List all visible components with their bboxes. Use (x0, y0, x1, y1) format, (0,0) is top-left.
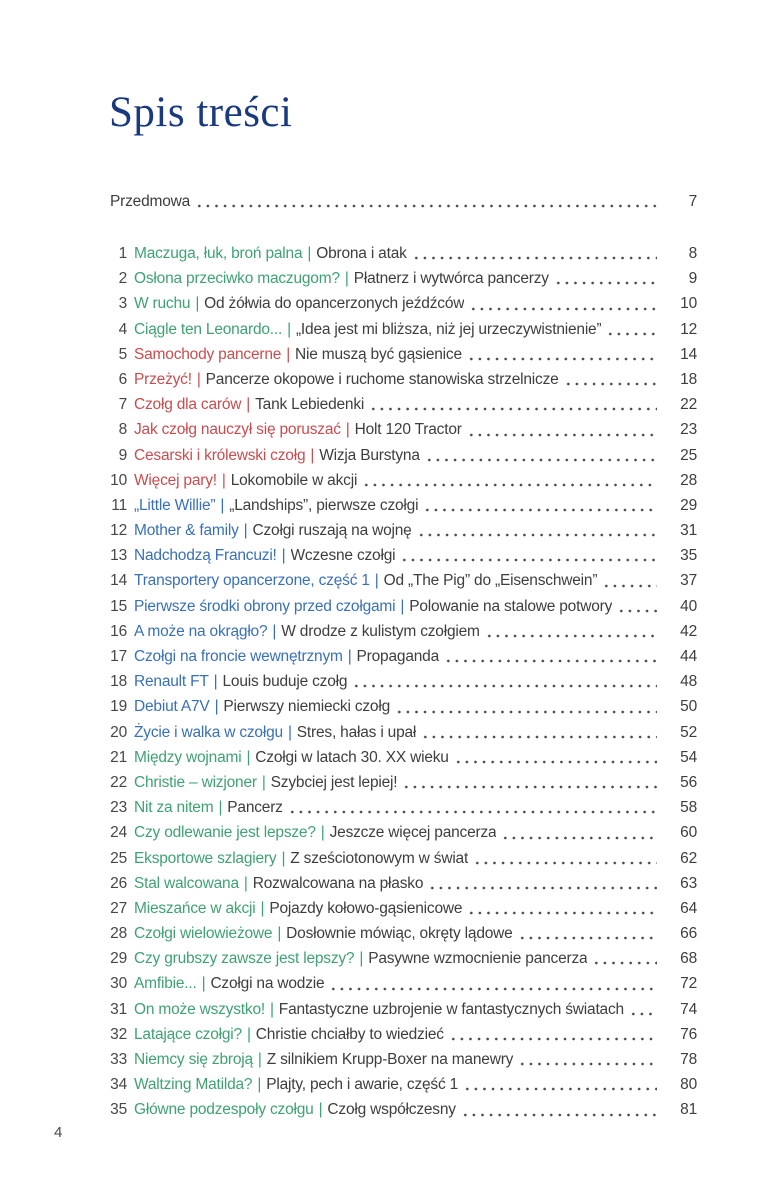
dot-leader (444, 659, 657, 663)
entry-number: 22 (110, 773, 127, 791)
entry-separator: | (201, 975, 206, 993)
toc-entry-row (110, 1022, 697, 1047)
entry-separator: | (257, 1051, 262, 1068)
entry-title: Czy odlewanie jest lepsze? (134, 824, 316, 842)
entry-subtitle: Jeszcze więcej pancerza (329, 824, 497, 842)
dot-leader (467, 357, 657, 361)
entry-number: 6 (118, 370, 127, 388)
dot-leader (518, 1062, 657, 1066)
toc-entry-row (110, 543, 697, 568)
entry-title: Maczuga, łuk, broń palna (134, 245, 303, 262)
entry-title: Mieszańce w akcji (134, 899, 256, 917)
entry-subtitle: Polowanie na stalowe potwory (409, 597, 613, 615)
entry-page-number: 14 (680, 345, 697, 363)
entry-page-number: 66 (680, 925, 697, 943)
entry-page-number: 50 (680, 698, 697, 716)
entry-page-number: 8 (688, 245, 697, 262)
toc-entry-row (110, 417, 697, 442)
entry-page-number: 40 (680, 597, 697, 615)
toc-list (110, 241, 697, 1123)
entry-number: 35 (110, 1101, 127, 1119)
entry-separator: | (281, 547, 286, 565)
toc-entry-row (110, 493, 697, 518)
entry-title: Samochody pancerne (134, 345, 282, 363)
entry-separator: | (196, 370, 201, 388)
entry-subtitle: Rozwalcowana na płasko (252, 874, 424, 892)
entry-separator: | (261, 773, 266, 791)
entry-title: Renault FT (134, 673, 209, 691)
entry-subtitle: Wizja Burstyna (319, 446, 420, 464)
toc-entry-row (110, 745, 697, 770)
entry-title: Między wojnami (134, 748, 242, 766)
entry-separator: | (345, 421, 350, 439)
entry-separator: | (269, 1000, 274, 1018)
entry-number: 8 (118, 421, 127, 439)
entry-number: 34 (110, 1076, 127, 1094)
entry-title: Więcej pary! (134, 471, 217, 489)
entry-separator: | (374, 572, 379, 590)
toc-entry-row (110, 770, 697, 795)
entry-subtitle: Dosłownie mówiąc, okręty lądowe (286, 925, 513, 943)
entry-subtitle: Czołgi na wodzie (210, 975, 325, 993)
toc-entry-row (110, 443, 697, 468)
entry-subtitle: Propaganda (356, 648, 439, 665)
entry-title: Stal walcowana (134, 874, 239, 892)
entry-page-number: 58 (680, 799, 697, 817)
dot-leader (395, 710, 657, 714)
dot-leader (501, 836, 657, 840)
toc-entry-row (110, 367, 697, 392)
entry-subtitle: „Landships”, pierwsze czołgi (229, 496, 419, 514)
entry-number: 30 (110, 975, 127, 993)
entry-title: Nit za nitem (134, 799, 214, 817)
entry-page-number: 31 (680, 522, 697, 540)
entry-subtitle: Louis buduje czołg (222, 673, 348, 691)
entry-title: Czołg dla carów (134, 396, 242, 414)
dot-leader (518, 936, 657, 940)
toc-entry-row (110, 997, 697, 1022)
entry-page-number: 63 (680, 874, 697, 892)
dot-leader (467, 433, 657, 437)
entry-separator: | (359, 950, 364, 968)
entry-number: 3 (118, 295, 127, 313)
toc-entry-row (110, 342, 697, 367)
entry-separator: | (310, 446, 315, 464)
entry-page-number: 35 (680, 547, 697, 565)
entry-number: 27 (110, 899, 127, 917)
dot-leader (564, 382, 657, 386)
entry-page-number: 64 (680, 899, 697, 917)
entry-separator: | (347, 648, 352, 665)
entry-separator: | (307, 245, 312, 262)
entry-separator: | (213, 673, 218, 691)
dot-leader (428, 886, 657, 890)
entry-page-number: 18 (680, 370, 697, 388)
entry-page-number: 54 (680, 748, 697, 766)
entry-subtitle: Z silnikiem Krupp-Boxer na manewry (266, 1051, 514, 1068)
toc-entry-row (110, 871, 697, 896)
toc-entry-row (110, 669, 697, 694)
preface-row (110, 189, 697, 214)
dot-leader (425, 458, 657, 462)
entry-number: 13 (110, 547, 127, 565)
entry-title: On może wszystko! (134, 1000, 265, 1018)
entry-number: 5 (118, 345, 127, 363)
dot-leader (469, 307, 657, 311)
entry-title: Główne podzespoły czołgu (134, 1101, 314, 1119)
entry-number: 20 (110, 723, 127, 741)
toc-entry-row (110, 619, 697, 644)
toc-entry-row (110, 392, 697, 417)
entry-number: 4 (118, 320, 127, 338)
dot-leader (329, 987, 657, 991)
dot-leader (423, 508, 657, 512)
toc-entry-row (110, 846, 697, 871)
toc-entry-row (110, 241, 697, 266)
entry-subtitle: Pierwszy niemiecki czołg (223, 698, 390, 716)
entry-page-number: 52 (680, 723, 697, 741)
entry-page-number: 9 (688, 270, 697, 288)
dot-leader (554, 281, 657, 285)
entry-title: Eksportowe szlagiery (134, 849, 277, 867)
entry-subtitle: „Idea jest mi bliższa, niż jej urzeczywistnienie” (295, 320, 602, 338)
entry-subtitle: Obrona i atak (316, 245, 407, 262)
entry-number: 11 (111, 496, 127, 514)
page-title: Spis treści (109, 89, 293, 136)
entry-number: 28 (110, 925, 127, 943)
toc-entry-row (110, 694, 697, 719)
entry-page-number: 62 (680, 849, 697, 867)
entry-number: 2 (118, 270, 127, 288)
dot-leader (400, 558, 657, 562)
entry-title: Waltzing Matilda? (134, 1076, 253, 1094)
entry-page-number: 28 (680, 471, 697, 489)
entry-subtitle: Christie chciałby to wiedzieć (255, 1025, 444, 1043)
entry-subtitle: Plajty, pech i awarie, część 1 (266, 1076, 459, 1094)
entry-number: 24 (110, 824, 127, 842)
entry-title: W ruchu (134, 295, 191, 313)
dot-leader (288, 810, 657, 814)
entry-separator: | (246, 1025, 251, 1043)
dot-leader (412, 256, 657, 260)
entry-subtitle: Wczesne czołgi (290, 547, 396, 565)
entry-page-number: 76 (680, 1025, 697, 1043)
entry-page-number: 25 (680, 446, 697, 464)
dot-leader (606, 332, 657, 336)
toc-entry-row (110, 468, 697, 493)
toc-entry-row (110, 896, 697, 921)
entry-page-number: 72 (680, 975, 697, 993)
entry-title: Niemcy się zbroją (134, 1051, 253, 1068)
entry-subtitle: Czołgi ruszają na wojnę (252, 522, 412, 540)
entry-separator: | (272, 622, 277, 640)
toc-entry-row (110, 1097, 697, 1122)
entry-number: 23 (110, 799, 127, 817)
entry-separator: | (243, 874, 248, 892)
entry-subtitle: Holt 120 Tractor (354, 421, 462, 439)
entry-number: 1 (118, 245, 127, 262)
entry-title: Amfibie... (134, 975, 197, 993)
entry-number: 9 (118, 446, 127, 464)
entry-number: 25 (110, 849, 127, 867)
toc-entry-row (110, 946, 697, 971)
dot-leader (417, 533, 657, 537)
entry-separator: | (220, 496, 225, 514)
entry-separator: | (260, 899, 265, 917)
toc-entry-row (110, 1072, 697, 1097)
entry-subtitle: Nie muszą być gąsienice (295, 345, 462, 363)
preface-label: Przedmowa (110, 193, 191, 210)
entry-number: 21 (110, 748, 127, 766)
entry-separator: | (287, 723, 292, 741)
entry-number: 15 (110, 597, 127, 615)
entry-title: Pierwsze środki obrony przed czołgami (134, 597, 396, 615)
entry-number: 10 (110, 471, 127, 489)
entry-number: 14 (110, 572, 127, 590)
entry-page-number: 29 (680, 496, 697, 514)
entry-title: Jak czołg nauczył się poruszać (134, 421, 341, 439)
entry-page-number: 37 (680, 572, 697, 590)
entry-separator: | (214, 698, 219, 716)
entry-subtitle: Szybciej jest lepiej! (270, 773, 398, 791)
toc-entry-row (110, 820, 697, 845)
toc-entry-row (110, 720, 697, 745)
entry-title: Cesarski i królewski czołg (134, 446, 306, 464)
entry-subtitle: Czołgi w latach 30. XX wieku (255, 748, 449, 766)
entry-title: Christie – wizjoner (134, 773, 257, 791)
dot-leader (362, 483, 657, 487)
entry-subtitle: Czołg współczesny (327, 1101, 456, 1119)
page-folio-number: 4 (54, 1124, 63, 1141)
entry-title: Ciągle ten Leonardo... (134, 320, 283, 338)
entry-subtitle: Pasywne wzmocnienie pancerza (368, 950, 588, 968)
dot-leader (592, 961, 657, 965)
dot-leader (195, 204, 657, 208)
entry-title: Nadchodzą Francuzi! (134, 547, 277, 565)
entry-separator: | (221, 471, 226, 489)
toc-entry-row (110, 291, 697, 316)
dot-leader (467, 911, 657, 915)
entry-title: Debiut A7V (134, 698, 210, 716)
dot-leader (602, 584, 657, 588)
entry-separator: | (320, 824, 325, 842)
entry-subtitle: Pancerz (227, 799, 283, 817)
dot-leader (463, 1087, 657, 1091)
toc-entry-row (110, 971, 697, 996)
toc-entry-row (110, 795, 697, 820)
entry-subtitle: Lokomobile w akcji (230, 471, 358, 489)
entry-number: 31 (110, 1000, 127, 1018)
entry-separator: | (195, 295, 200, 313)
entry-subtitle: Od żółwia do opancerzonych jeźdźców (204, 295, 465, 313)
entry-page-number: 22 (680, 396, 697, 414)
entry-title: Transportery opancerzone, część 1 (134, 572, 370, 590)
entry-page-number: 56 (680, 773, 697, 791)
entry-subtitle: Płatnerz i wytwórca pancerzy (353, 270, 549, 288)
entry-number: 12 (110, 522, 127, 540)
entry-page-number: 78 (680, 1051, 697, 1068)
entry-page-number: 74 (680, 1000, 697, 1018)
dot-leader (449, 1037, 657, 1041)
dot-leader (485, 634, 657, 638)
entry-page-number: 81 (680, 1101, 697, 1119)
entry-separator: | (281, 849, 286, 867)
entry-page-number: 48 (680, 673, 697, 691)
entry-page-number: 68 (680, 950, 697, 968)
entry-number: 19 (110, 698, 127, 716)
entry-separator: | (246, 396, 251, 414)
preface-page-number: 7 (688, 193, 697, 210)
entry-title: Czołgi na froncie wewnętrznym (134, 648, 343, 665)
entry-title: „Little Willie” (134, 496, 216, 514)
entry-page-number: 80 (680, 1076, 697, 1094)
entry-number: 33 (110, 1051, 127, 1068)
dot-leader (454, 760, 657, 764)
dot-leader (369, 407, 657, 411)
entry-title: Osłona przeciwko maczugom? (134, 270, 340, 288)
toc-entry-row (110, 921, 697, 946)
dot-leader (617, 609, 657, 613)
entry-number: 26 (110, 874, 127, 892)
dot-leader (352, 684, 657, 688)
toc-entry-row (110, 644, 697, 669)
entry-separator: | (318, 1101, 323, 1119)
entry-title: Życie i walka w czołgu (134, 723, 283, 741)
entry-subtitle: Fantastyczne uzbrojenie w fantastycznych światach (278, 1000, 624, 1018)
entry-separator: | (257, 1076, 262, 1094)
entry-subtitle: Pancerze okopowe i ruchome stanowiska strzelnicze (205, 370, 559, 388)
dot-leader (629, 1012, 657, 1016)
entry-number: 16 (110, 622, 127, 640)
dot-leader (461, 1113, 657, 1117)
entry-separator: | (218, 799, 223, 817)
entry-title: Mother & family (134, 522, 239, 540)
toc-entry-row (110, 568, 697, 593)
entry-number: 17 (110, 648, 127, 665)
dot-leader (421, 735, 657, 739)
entry-separator: | (287, 320, 291, 338)
toc-entry-row (110, 518, 697, 543)
entry-page-number: 23 (680, 421, 697, 439)
entry-separator: | (243, 522, 248, 540)
entry-separator: | (277, 925, 282, 943)
entry-number: 7 (118, 396, 127, 414)
entry-title: Czy grubszy zawsze jest lepszy? (134, 950, 355, 968)
entry-subtitle: Od „The Pig” do „Eisenschwein” (383, 572, 598, 590)
dot-leader (402, 785, 657, 789)
entry-page-number: 10 (680, 295, 697, 313)
entry-number: 18 (110, 673, 127, 691)
entry-title: A może na okrągło? (134, 622, 268, 640)
entry-subtitle: Z sześciotonowym w świat (290, 849, 469, 867)
entry-subtitle: Tank Lebiedenki (255, 396, 365, 414)
toc-entry-row (110, 594, 697, 619)
toc-entry-row (110, 1047, 697, 1072)
entry-subtitle: Pojazdy kołowo-gąsienicowe (269, 899, 463, 917)
entry-separator: | (400, 597, 405, 615)
entry-page-number: 12 (680, 320, 697, 338)
entry-subtitle: Stres, hałas i upał (296, 723, 417, 741)
entry-page-number: 60 (680, 824, 697, 842)
entry-subtitle: W drodze z kulistym czołgiem (281, 622, 480, 640)
entry-separator: | (344, 270, 349, 288)
toc-entry-row (110, 317, 697, 342)
entry-separator: | (246, 748, 251, 766)
entry-title: Latające czołgi? (134, 1025, 242, 1043)
entry-page-number: 44 (680, 648, 697, 665)
entry-number: 32 (110, 1025, 127, 1043)
entry-separator: | (286, 345, 291, 363)
entry-number: 29 (110, 950, 127, 968)
entry-title: Czołgi wielowieżowe (134, 925, 273, 943)
entry-title: Przeżyć! (134, 370, 192, 388)
entry-page-number: 42 (680, 622, 697, 640)
toc-entry-row (110, 266, 697, 291)
dot-leader (473, 861, 657, 865)
